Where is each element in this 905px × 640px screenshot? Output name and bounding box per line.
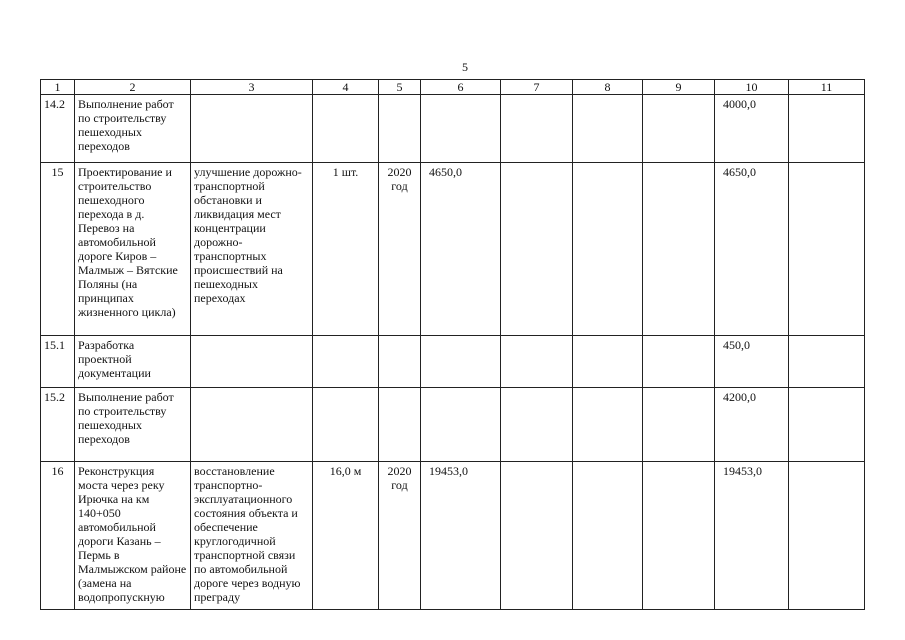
column-number: 10: [715, 80, 789, 95]
cell-col11: [789, 462, 865, 610]
amount-col10: 4000,0: [715, 95, 789, 163]
total-amount: 4650,0: [421, 163, 501, 336]
quantity: [313, 95, 379, 163]
cell-col8: [573, 462, 643, 610]
amount-col10: 19453,0: [715, 462, 789, 610]
cell-col11: [789, 95, 865, 163]
table-row: [41, 95, 865, 163]
cell-col9: [643, 95, 715, 163]
expected-result: улучшение дорожно-транспортной обстановки и ликвидация мест концентрации дорожно-транспортных происшествий на пешеходных переходах: [191, 163, 313, 336]
period: [379, 388, 421, 462]
expected-result: восстановление транспортно-эксплуатационного состояния объекта и обеспечение круглогодичной транспортной связи по автомобильной дороге через водную преграду: [191, 462, 313, 610]
quantity: 16,0 м: [313, 462, 379, 610]
total-amount: [421, 95, 501, 163]
cell-col9: [643, 163, 715, 336]
expected-result: [191, 95, 313, 163]
amount-col10: 4200,0: [715, 388, 789, 462]
total-amount: [421, 336, 501, 388]
column-number: 2: [75, 80, 191, 95]
cell-col9: [643, 462, 715, 610]
table-row: [41, 336, 865, 388]
row-number: 15.2: [41, 388, 75, 462]
column-number: 11: [789, 80, 865, 95]
expected-result: [191, 388, 313, 462]
cell-col7: [501, 388, 573, 462]
activity-name: Проектирование и строительство пешеходного перехода в д. Перевоз на автомобильной дороге Киров – Малмыж – Вятские Поляны (на принципах жизненного цикла): [75, 163, 191, 336]
cell-col11: [789, 163, 865, 336]
period: [379, 336, 421, 388]
total-amount: [421, 388, 501, 462]
activity-name: Выполнение работ по строительству пешеходных переходов: [75, 388, 191, 462]
column-number: 3: [191, 80, 313, 95]
total-amount: 19453,0: [421, 462, 501, 610]
table-row: [41, 462, 865, 610]
activity-name: Разработка проектной документации: [75, 336, 191, 388]
cell-col8: [573, 163, 643, 336]
cell-col7: [501, 462, 573, 610]
column-number: 5: [379, 80, 421, 95]
column-number: 8: [573, 80, 643, 95]
row-number: 15: [41, 163, 75, 336]
table-row: [41, 163, 865, 336]
period: [379, 95, 421, 163]
period: 2020 год: [379, 462, 421, 610]
cell-col9: [643, 388, 715, 462]
program-table: [40, 79, 865, 610]
cell-col11: [789, 388, 865, 462]
column-number: 6: [421, 80, 501, 95]
row-number: 14.2: [41, 95, 75, 163]
period: 2020 год: [379, 163, 421, 336]
cell-col7: [501, 95, 573, 163]
table-row: [41, 388, 865, 462]
amount-col10: 450,0: [715, 336, 789, 388]
cell-col8: [573, 95, 643, 163]
cell-col9: [643, 336, 715, 388]
quantity: [313, 336, 379, 388]
quantity: 1 шт.: [313, 163, 379, 336]
cell-col11: [789, 336, 865, 388]
activity-name: Реконструкция моста через реку Ирючка на км 140+050 автомобильной дороги Казань – Пермь в Малмыжском районе (замена на водопропускную: [75, 462, 191, 610]
cell-col7: [501, 163, 573, 336]
column-number: 7: [501, 80, 573, 95]
cell-col7: [501, 336, 573, 388]
column-number: 9: [643, 80, 715, 95]
cell-col8: [573, 388, 643, 462]
column-number: 1: [41, 80, 75, 95]
row-number: 15.1: [41, 336, 75, 388]
page-number: 5: [462, 60, 468, 74]
column-number-row: [41, 80, 865, 95]
column-number: 4: [313, 80, 379, 95]
row-number: 16: [41, 462, 75, 610]
amount-col10: 4650,0: [715, 163, 789, 336]
expected-result: [191, 336, 313, 388]
quantity: [313, 388, 379, 462]
cell-col8: [573, 336, 643, 388]
activity-name: Выполнение работ по строительству пешеходных переходов: [75, 95, 191, 163]
